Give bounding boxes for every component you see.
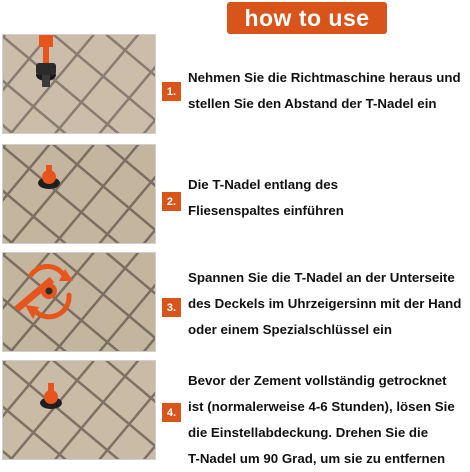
step-4-line-1: Bevor der Zement vollständig getrocknet bbox=[188, 373, 447, 388]
step-1-line-2: stellen Sie den Abstand der T-Nadel ein bbox=[188, 96, 437, 111]
step-4-line-4: T-Nadel um 90 Grad, um sie zu entfernen bbox=[188, 451, 446, 466]
step-2-line-2: Fliesenspaltes einführen bbox=[188, 203, 344, 218]
step-4-badge: 4. bbox=[162, 403, 181, 422]
step-4-text bbox=[188, 368, 470, 472]
step-2-badge: 2. bbox=[162, 192, 181, 211]
step-3-text bbox=[188, 265, 470, 343]
step-1-photo bbox=[2, 34, 156, 134]
step-2-text bbox=[188, 172, 470, 224]
step-1-badge: 1. bbox=[162, 82, 181, 101]
step-4-photo bbox=[2, 360, 156, 460]
step-3-badge: 3. bbox=[162, 298, 181, 317]
step-3-line-1: Spannen Sie die T-Nadel an der Unterseite bbox=[188, 270, 455, 285]
step-3-line-3: oder einem Spezialschlüssel ein bbox=[188, 322, 392, 337]
step-4-line-2: ist (normalerweise 4-6 Stunden), lösen Sie bbox=[188, 399, 455, 414]
step-4-line-3: die Einstellabdeckung. Drehen Sie die bbox=[188, 425, 429, 440]
step-1-line-1: Nehmen Sie die Richtmaschine heraus und bbox=[188, 70, 461, 85]
step-3-line-2: des Deckels im Uhrzeigersinn mit der Hand bbox=[188, 296, 462, 311]
step-2-photo bbox=[2, 144, 156, 244]
step-2-line-1: Die T-Nadel entlang des bbox=[188, 177, 338, 192]
how-to-use-title: how to use bbox=[227, 2, 387, 34]
step-1-text bbox=[188, 65, 470, 117]
step-3-photo bbox=[2, 252, 156, 352]
